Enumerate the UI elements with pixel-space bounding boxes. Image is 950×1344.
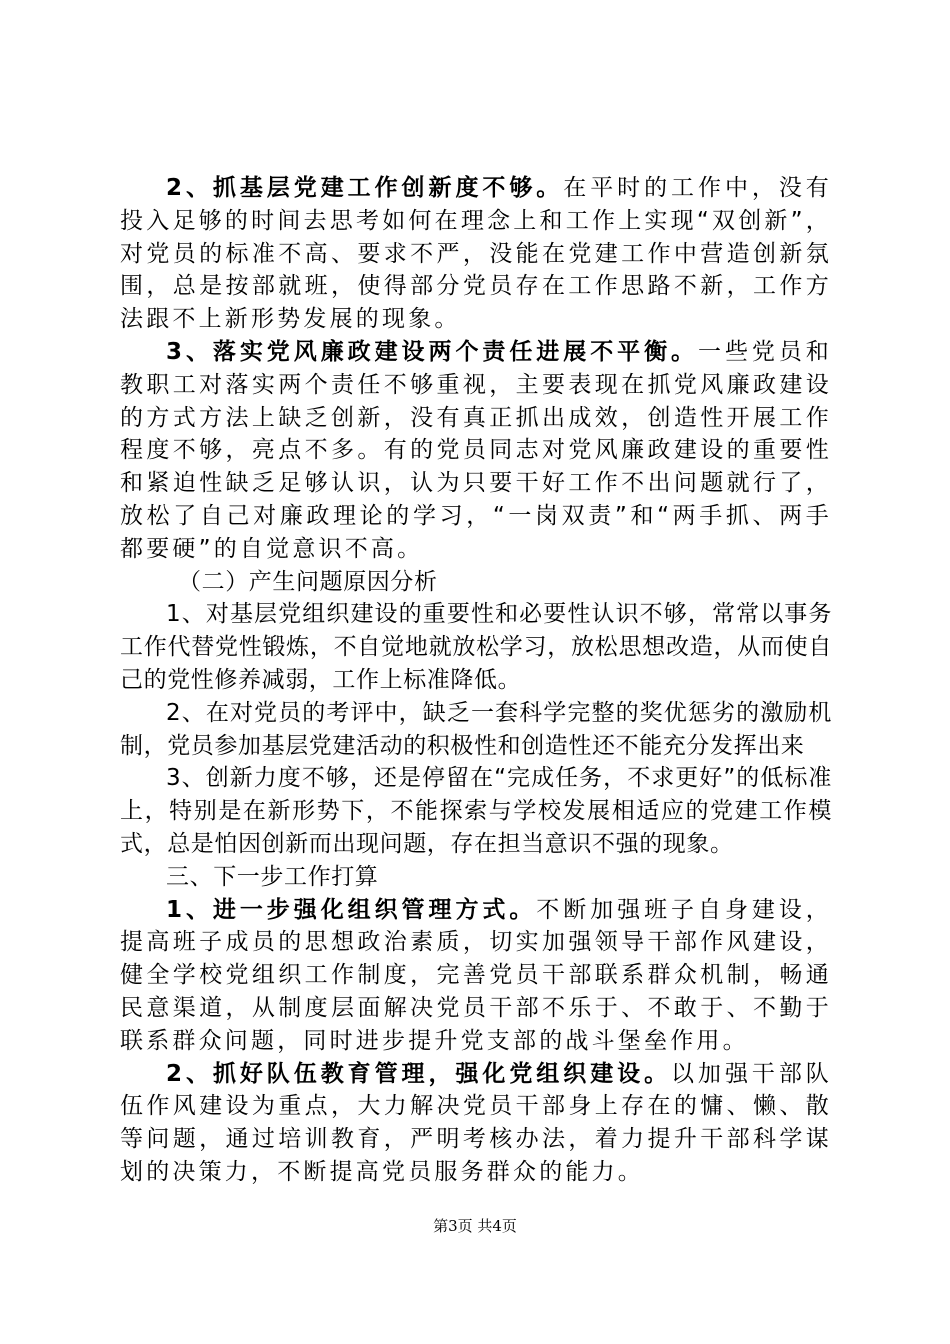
- paragraph-plan-2: [120, 1058, 832, 1189]
- page-number-footer: 第3页 共4页: [433, 1217, 517, 1235]
- paragraph-text: 一些党员和教职工对落实两个责任不够重视，主要表现在抓党风廉政建设的方式方法上缺乏创新，没有真正抓出成效，创造性开展工作程度不够，亮点不多。有的党员同志对党风廉政建设的重要性和紧迫性缺乏足够认识，认为只要干好工作不出问题就行了，放松了自己对廉政理论的学习，“一岗双责”和“两手抓、两手都要硬”的自觉意识不高。: [120, 338, 832, 562]
- paragraph-text: 不断加强班子自身建设，提高班子成员的思想政治素质，切实加强领导干部作风建设，健全学校党组织工作制度，完善党员干部联系群众机制，畅通民意渠道，从制度层面解决党员干部不乐于、不敢于、不勤于联系群众问题，同时进步提升党支部的战斗堡垒作用。: [120, 896, 832, 1054]
- paragraph-plan-1: [120, 894, 832, 1058]
- paragraph-lead: 1、进一步强化组织管理方式。: [166, 896, 537, 923]
- section-heading-cause-analysis: （二）产生问题原因分析: [178, 568, 438, 595]
- paragraph-lead: 2、抓基层党建工作创新度不够。: [166, 175, 564, 201]
- paragraph-cause-2: 2、在对党员的考评中，缺乏一套科学完整的奖优惩劣的激励机制，党员参加基层党建活动的积极性和创造性还不能充分发挥出来: [120, 699, 832, 759]
- paragraph-text: 在平时的工作中，没有投入足够的时间去思考如何在理念上和工作上实现“双创新”，对党员的标准不高、要求不严，没能在党建工作中营造创新氛围，总是按部就班，使得部分党员存在工作思路不新，工作方法跟不上新形势发展的现象。: [120, 175, 832, 333]
- paragraph-cause-1: 1、对基层党组织建设的重要性和必要性认识不够，常常以事务工作代替党性锻炼，不自觉地就放松学习，放松思想改造，从而使自己的党性修养减弱，工作上标准降低。: [120, 601, 832, 693]
- paragraph-responsibility: [120, 336, 832, 566]
- document-body: [120, 172, 832, 1189]
- paragraph-cause-3: 3、创新力度不够，还是停留在“完成任务，不求更好”的低标准上，特别是在新形势下，不能探索与学校发展相适应的党建工作模式，总是怕因创新而出现问题，存在担当意识不强的现象。: [120, 765, 832, 857]
- paragraph-lead: 3、落实党风廉政建设两个责任进展不平衡。: [166, 338, 698, 365]
- paragraph-text: 以加强干部队伍作风建设为重点，大力解决党员干部身上存在的慵、懒、散等问题，通过培训教育，严明考核办法，着力提升干部科学谋划的决策力，不断提高党员服务群众的能力。: [120, 1060, 832, 1185]
- paragraph-innovation: [120, 172, 832, 336]
- paragraph-lead: 2、抓好队伍教育管理，强化党组织建设。: [166, 1060, 672, 1087]
- section-heading-next-steps: 三、下一步工作打算: [166, 863, 379, 890]
